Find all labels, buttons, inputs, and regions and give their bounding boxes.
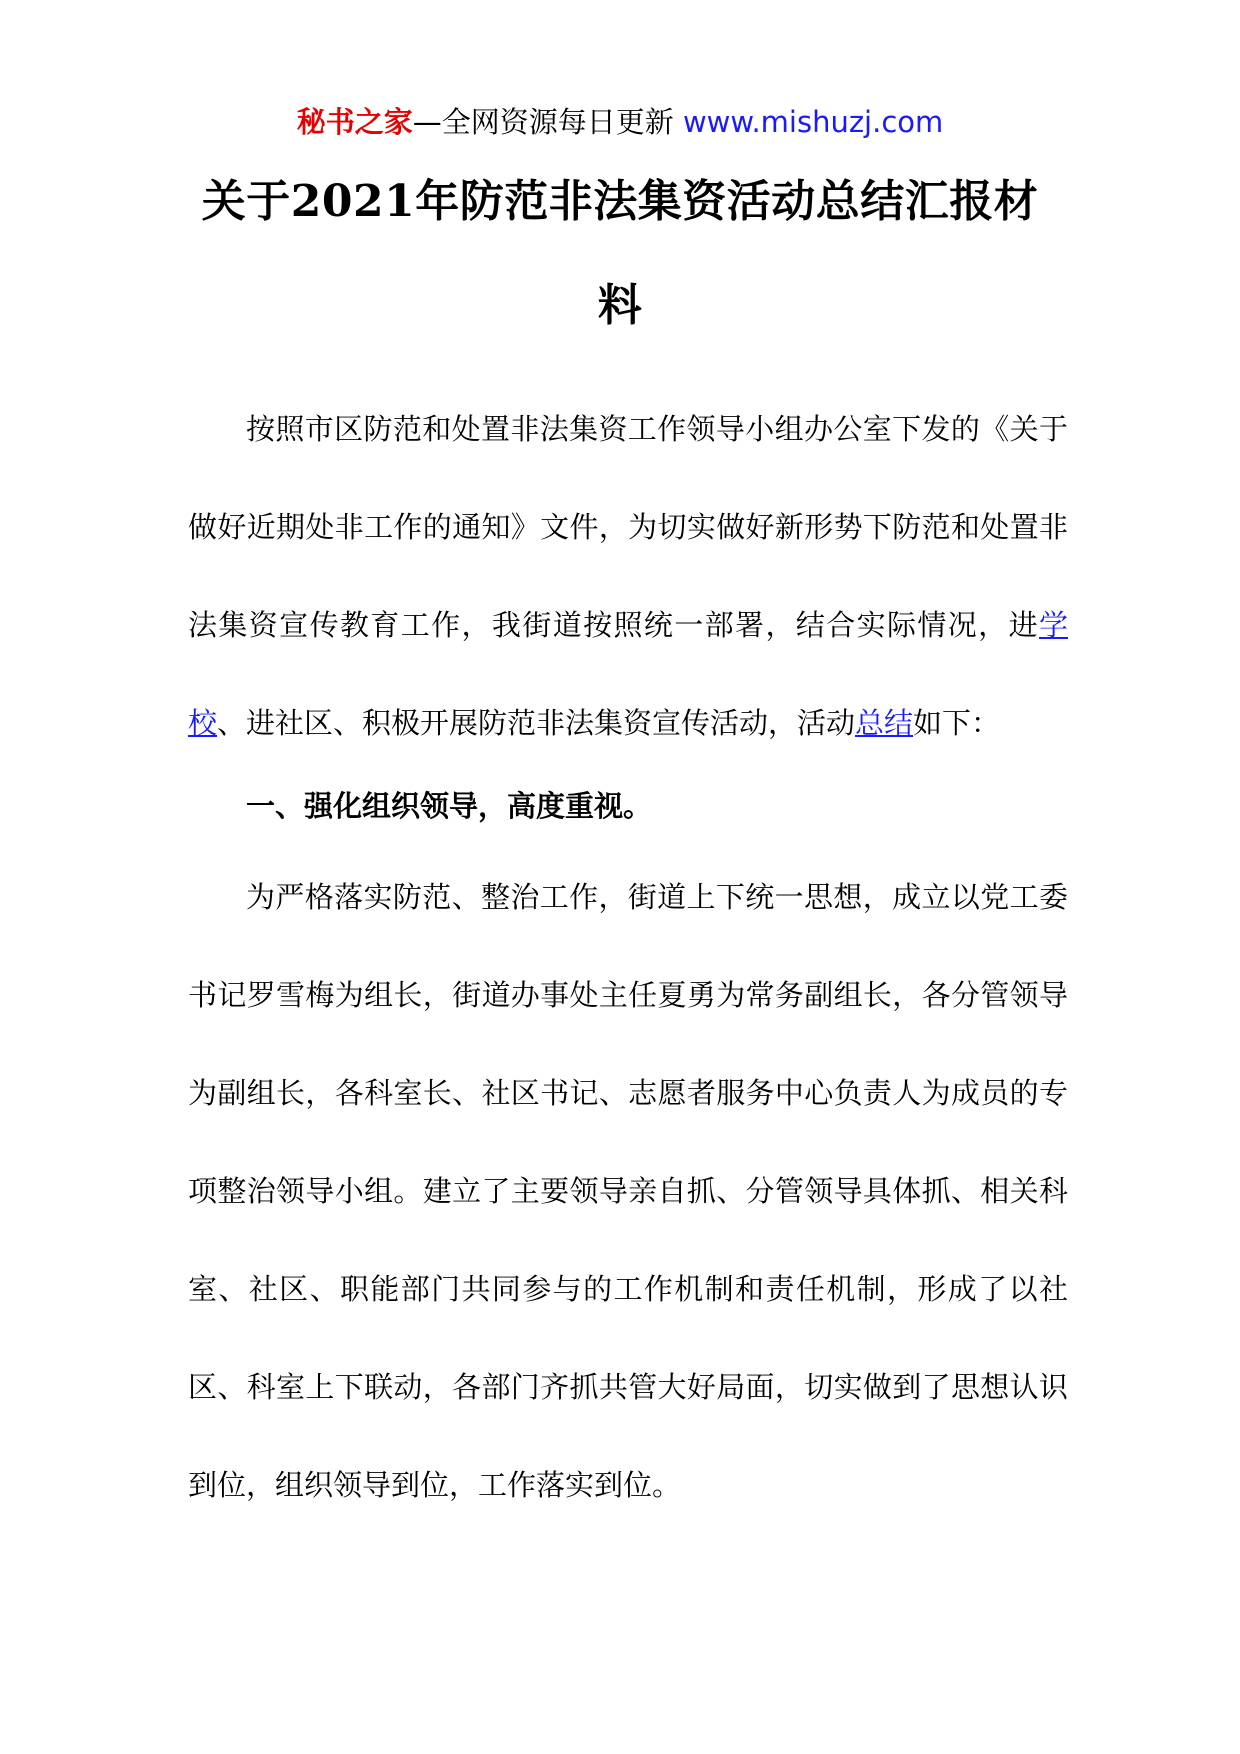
document-title-line-1: 关于2021年防范非法集资活动总结汇报材 — [201, 176, 1039, 227]
site-url-link[interactable]: www.mishuzj.com — [682, 105, 944, 139]
document-title-line-2: 料 — [597, 280, 643, 331]
school-link[interactable]: 学校 — [188, 608, 1068, 740]
header-slogan: —全网资源每日更新 — [412, 105, 683, 139]
summary-link[interactable]: 总结 — [855, 706, 914, 740]
section-1-paragraph: 为严格落实防范、整治工作，街道上下统一思想，成立以党工委书记罗雪梅为组长，街道办事处主任夏勇为常务副组长，各分管领导为副组长，各科室长、社区书记、志愿者服务中心负责人为成员的专项整治领导小组。建立了主要领导亲自抓、分管领导具体抓、相关科室、社区、职能部门共同参与的工作机制和责任机制，形成了以社区、科室上下联动，各部门齐抓共管大好局面，切实做到了思想认识到位，组织领导到位，工作落实到位。 — [188, 880, 1068, 1502]
intro-text-2: 、进社区、积极开展防范非法集资宣传活动，活动 — [217, 706, 856, 740]
document-title — [180, 150, 1060, 358]
section-heading-1: 一、强化组织领导，高度重视。 — [246, 789, 653, 823]
intro-paragraph — [188, 380, 1068, 772]
intro-text-1: 按照市区防范和处置非法集资工作领导小组办公室下发的《关于做好近期处非工作的通知》文件，为切实做好新形势下防范和处置非法集资宣传教育工作，我街道按照统一部署，结合实际情况，进 — [188, 412, 1068, 642]
intro-text-3: 如下： — [913, 706, 1001, 740]
brand-name: 秘书之家 — [296, 105, 413, 139]
site-header — [0, 100, 1240, 144]
